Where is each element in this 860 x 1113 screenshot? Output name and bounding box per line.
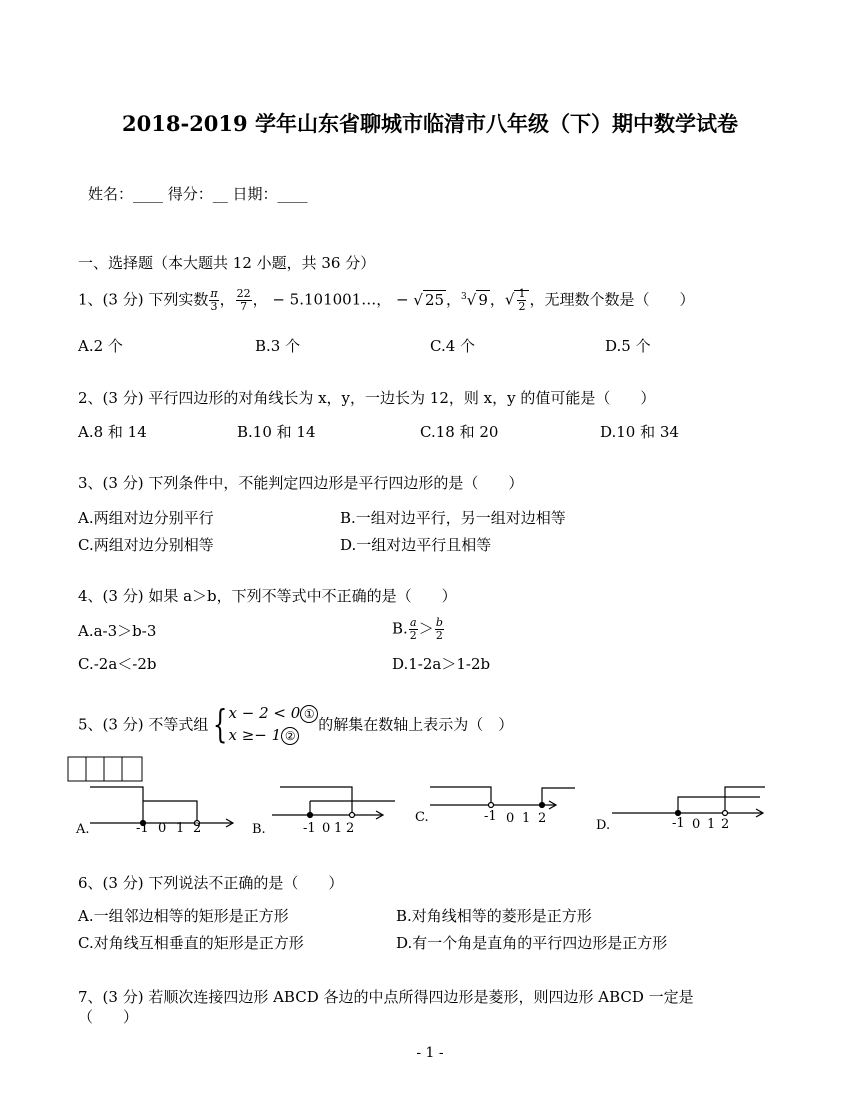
number-line-d [612,787,765,817]
q6-option-b: B.对角线相等的菱形是正方形 [396,907,592,925]
q2-option-c: C.18 和 20 [420,423,499,441]
sqrt-one-half: √ $\frac{1}{2}$ [505,288,530,313]
q3-option-a: A.两组对边分别平行 [78,509,214,527]
q2-option-d: D.10 和 34 [600,423,679,441]
number-line-c [430,787,575,809]
svg-text:2: 2 [193,821,202,836]
q6-option-a: A.一组邻边相等的矩形是正方形 [78,907,289,925]
q1-option-a: A.2 个 [78,337,123,355]
q2-option-b: B.10 和 14 [237,423,316,441]
q3-option-c: C.两组对边分别相等 [78,536,214,554]
label-d: D. [596,818,611,833]
svg-text:2: 2 [721,817,730,832]
svg-text:1: 1 [176,821,185,836]
svg-text:2: 2 [346,821,355,836]
svg-text:-1: -1 [136,821,149,836]
svg-text:-1: -1 [672,816,685,831]
page-title: 2018-2019 学年山东省聊城市临清市八年级（下）期中数学试卷 [122,111,738,136]
q4-option-a: A.a-3＞b-3 [78,622,157,640]
svg-text:0: 0 [692,817,701,832]
svg-text:-1: -1 [303,821,316,836]
q1-option-b: B.3 个 [255,337,301,355]
number-line-b [272,787,395,819]
label-c: C. [415,810,429,825]
number-line-options [0,755,860,840]
svg-text:0: 0 [158,821,167,836]
question-6: 6、(3 分) 下列说法不正确的是（ ） [78,874,344,892]
q4-option-c: C.-2a＜-2b [78,655,157,673]
fraction-22-over-7: $\frac{22}{7}$ [236,287,251,313]
q3-option-d: D.一组对边平行且相等 [340,536,492,554]
question-3: 3、(3 分) 下列条件中，不能判定四边形是平行四边形的是（ ） [78,474,524,492]
cube-root-9: $^3$√ 9 [461,290,488,309]
question-1: 1、(3 分) 下列实数 $\frac{\pi}{3}$ ， $\frac{22}{7}$ ， − 5.101001…， − √ 25 ，$^3$√ 9 ，√ $\frac{1}{2}$ ，无理数个数是（ ） [78,287,695,313]
inequality-system: x − 2 < 0 ① x ≥− 1 ② [229,702,319,746]
svg-text:1: 1 [522,811,531,826]
svg-text:2: 2 [538,811,547,826]
student-info-line: 姓名：____ 得分：__ 日期：____ [88,185,308,203]
q6-option-d: D.有一个角是直角的平行四边形是正方形 [396,934,668,952]
q2-option-a: A.8 和 14 [78,423,147,441]
question-7: 7、(3 分) 若顺次连接四边形 ABCD 各边的中点所得四边形是菱形，则四边形 ABCD 一定是 [78,988,694,1006]
q4-option-d: D.1-2a＞1-2b [392,655,491,673]
question-2: 2、(3 分) 平行四边形的对角线长为 x，y，一边长为 12，则 x，y 的值可能是（ ） [78,389,656,407]
section-heading: 一、选择题（本大题共 12 小题，共 36 分） [78,254,376,272]
q1-option-d: D.5 个 [605,337,651,355]
sqrt-25: √ 25 [413,290,445,309]
question-4: 4、(3 分) 如果 a＞b，下列不等式中不正确的是（ ） [78,587,457,605]
svg-text:1: 1 [334,821,343,836]
svg-text:1: 1 [707,817,716,832]
svg-text:0: 0 [322,821,331,836]
label-a: A. [76,822,90,837]
question-5: 5、(3 分) 不等式组 { x − 2 < 0 ① x ≥− 1 ② 的解集在数轴上表示为（ ） [78,702,514,746]
q6-option-c: C.对角线互相垂直的矩形是正方形 [78,934,304,952]
q3-option-b: B.一组对边平行，另一组对边相等 [340,509,566,527]
question-7-blank: （ ） [78,1008,139,1026]
page-number: - 1 - [416,1045,444,1061]
svg-text:0: 0 [506,811,515,826]
fraction-pi-over-3: $\frac{\pi}{3}$ [210,287,218,313]
svg-text:-1: -1 [484,809,497,824]
q1-prefix: 1、(3 分) 下列实数 [78,290,209,309]
answer-boxes [68,757,142,781]
q4-option-b: B. $\frac{a}{2}$ ＞ $\frac{b}{2}$ [392,616,443,642]
label-b: B. [252,822,266,837]
q1-option-c: C.4 个 [430,337,476,355]
